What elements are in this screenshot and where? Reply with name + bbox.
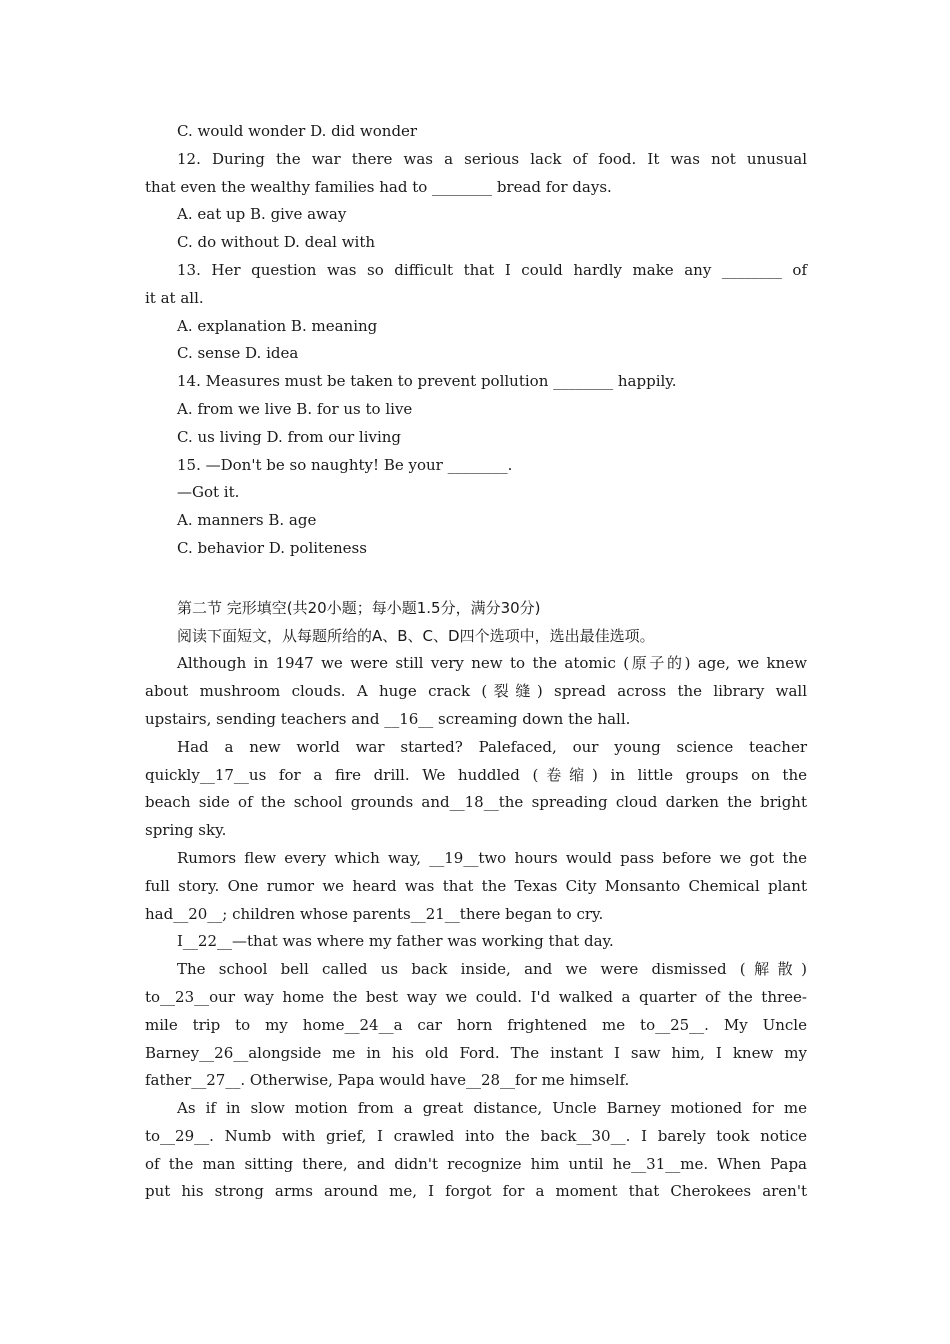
question-line: it at all. (145, 288, 204, 307)
question-line: A. from we live B. for us to live (177, 399, 413, 418)
passage-line: As if in slow motion from a great distance, Uncle Barney motioned for me (177, 1099, 807, 1118)
passage-line: put his strong arms around me, I forgot for a moment that Cherokees aren't (145, 1182, 807, 1201)
question-line: —Got it. (177, 483, 240, 502)
passage-line: had__20__; children whose parents__21__there began to cry. (145, 904, 604, 923)
question-line: A. explanation B. meaning (177, 316, 378, 335)
passage-line: upstairs, sending teachers and __16__ screaming down the hall. (145, 709, 631, 728)
question-line: 13. Her question was so difficult that I could hardly make any ________ of (177, 260, 807, 279)
passage-line: I__22__—that was where my father was working that day. (177, 932, 614, 951)
question-line: C. behavior D. politeness (177, 538, 367, 557)
multiple-choice-questions (145, 118, 807, 563)
question-line: C. would wonder D. did wonder (177, 122, 418, 140)
section-gap (145, 563, 807, 595)
question-line: A. eat up B. give away (177, 205, 347, 224)
passage-line: Although in 1947 we were still very new to the atomic (原子的) age, we knew (177, 654, 807, 673)
question-line: C. us living D. from our living (177, 427, 402, 446)
passage-line: about mushroom clouds. A huge crack (裂缝) spread across the library wall (145, 682, 807, 701)
question-line: C. do without D. deal with (177, 233, 376, 252)
passage-line: Barney__26__alongside me in his old Ford. The instant I saw him, I knew my (145, 1043, 807, 1062)
question-line: 15. —Don't be so naughty! Be your ________. (177, 455, 513, 474)
passage-line: Rumors flew every which way, __19__two hours would pass before we got the (177, 848, 807, 867)
question-line: C. sense D. idea (177, 344, 299, 363)
passage-line: full story. One rumor we heard was that the Texas City Monsanto Chemical plant (145, 876, 807, 895)
question-line: 12. During the war there was a serious lack of food. It was not unusual (177, 149, 807, 168)
passage-line: quickly__17__us for a fire drill. We huddled (卷缩) in little groups on the (145, 765, 807, 784)
passage-line: Had a new world war started? Palefaced, our young science teacher (177, 737, 807, 756)
passage-line: of the man sitting there, and didn't recognize him until he__31__me. When Papa (145, 1154, 807, 1173)
passage-line: to__29__. Numb with grief, I crawled into the back__30__. I barely took notice (145, 1126, 807, 1145)
section-heading: 第二节 完形填空(共20小题；每小题1.5分，满分30分) (177, 598, 541, 617)
question-line: 14. Measures must be taken to prevent pollution ________ happily. (177, 372, 677, 391)
document-page (145, 118, 807, 1206)
passage-line: to__23__our way home the best way we could. I'd walked a quarter of the three- (145, 987, 807, 1006)
cloze-passage (145, 650, 807, 1206)
passage-line: The school bell called us back inside, and we were dismissed (解散) (177, 960, 807, 979)
passage-line: father__27__. Otherwise, Papa would have__28__for me himself. (145, 1071, 630, 1090)
question-line: A. manners B. age (177, 511, 317, 530)
passage-line: mile trip to my home__24__a car horn frightened me to__25__. My Uncle (145, 1015, 807, 1034)
question-line: that even the wealthy families had to ________ bread for days. (145, 177, 612, 196)
section-instruction: 阅读下面短文，从每题所给的A、B、C、D四个选项中，选出最佳选项。 (177, 626, 655, 645)
passage-line: spring sky. (145, 821, 227, 840)
passage-line: beach side of the school grounds and__18__the spreading cloud darken the bright (145, 793, 807, 812)
